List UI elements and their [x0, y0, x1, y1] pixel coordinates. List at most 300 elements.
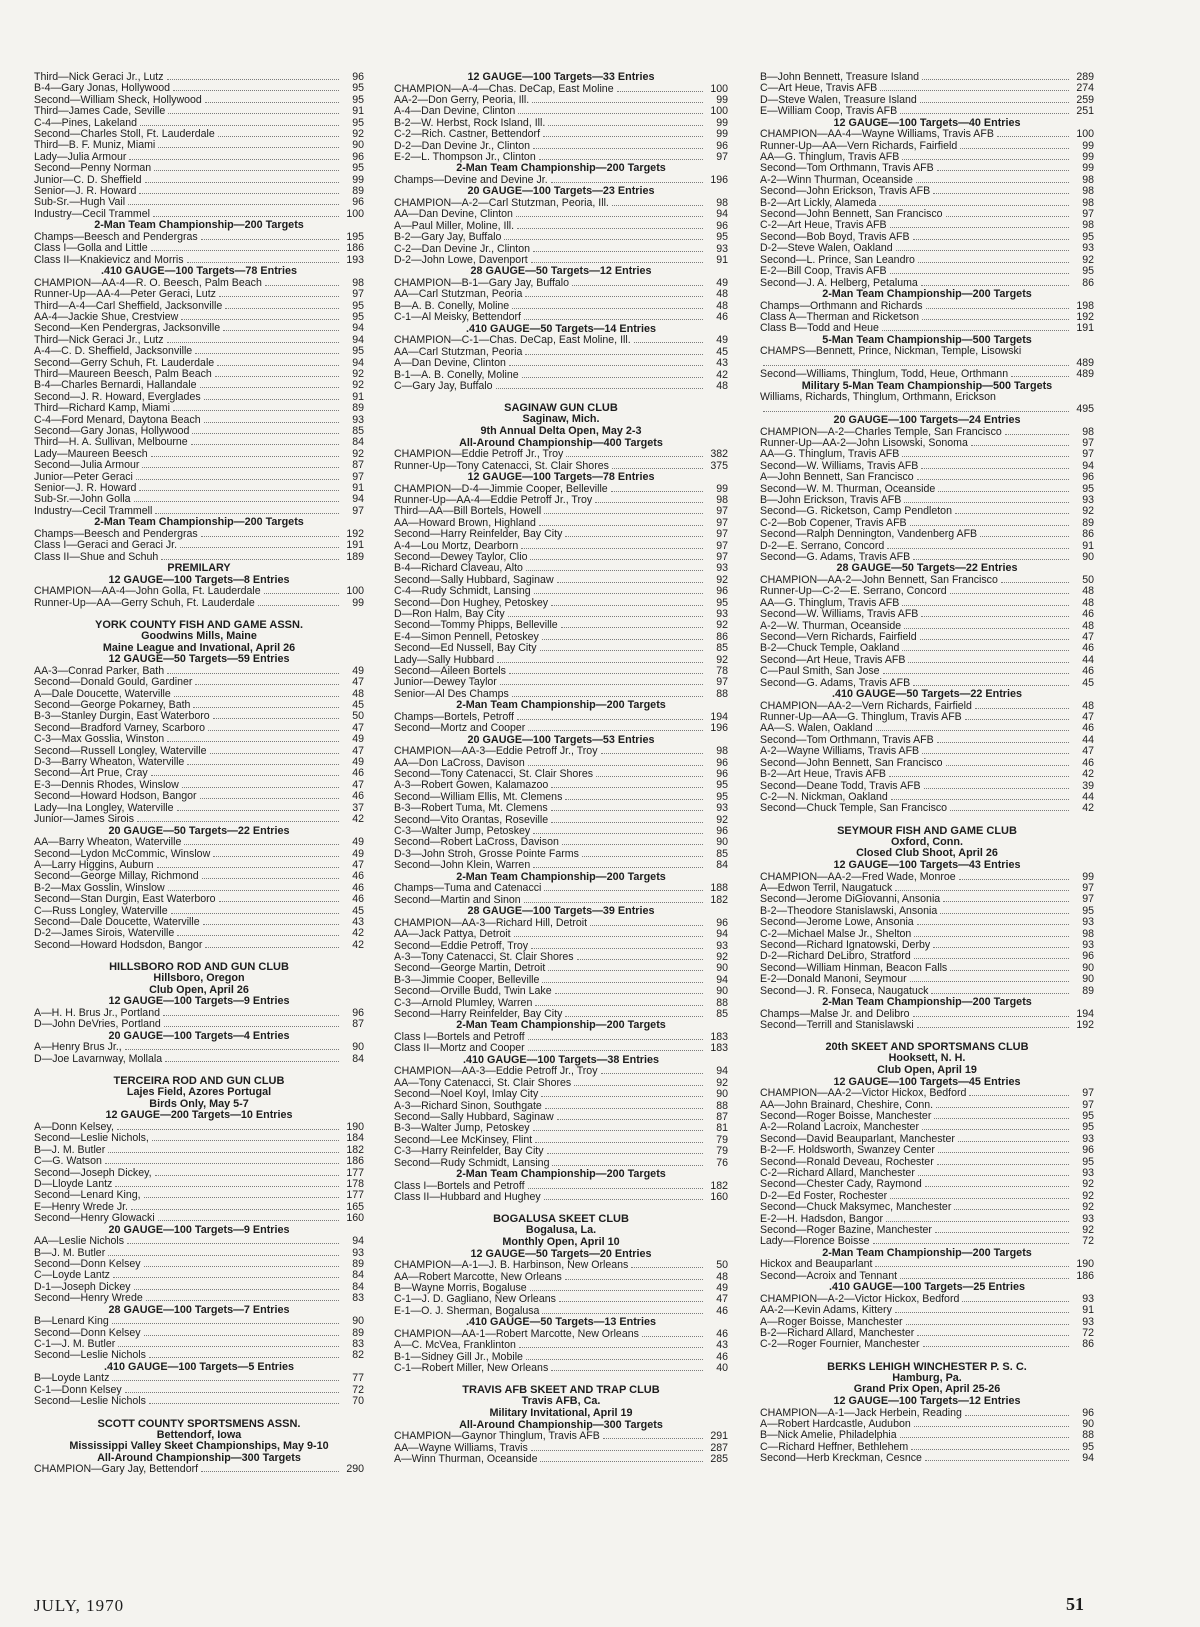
result-row — [34, 106, 364, 117]
result-row — [394, 803, 728, 814]
result-row — [760, 1179, 1094, 1190]
result-row — [34, 197, 364, 208]
dot-leader — [634, 342, 703, 343]
dot-leader — [937, 170, 1069, 171]
result-entrant: B—John Erickson, Travis AFB — [760, 494, 902, 506]
event-heading: 5-Man Team Championship—500 Targets — [822, 333, 1032, 346]
result-row — [34, 1339, 364, 1350]
result-row — [760, 598, 1094, 609]
result-entrant: Champs—Bortels, Petroff — [394, 711, 514, 723]
dot-leader — [149, 1357, 339, 1358]
club-title: TERCEIRA ROD AND GUN CLUB — [113, 1075, 285, 1088]
result-row — [760, 1168, 1094, 1179]
result-score: 97 — [716, 540, 728, 552]
result-entrant: Second—Sally Hubbard, Saginaw — [394, 1111, 554, 1123]
result-score: 47 — [352, 745, 364, 757]
result-row — [760, 472, 1094, 483]
result-score: 91 — [352, 483, 364, 494]
result-entrant: C—G. Watson — [34, 1156, 102, 1168]
result-entrant: CHAMPION—A-4—Chas. DeCap, East Moline — [394, 83, 614, 95]
result-row — [394, 1089, 728, 1100]
dot-leader — [902, 650, 1069, 651]
result-entrant: Senior—J. R. Howard — [34, 186, 137, 198]
dot-leader — [139, 490, 339, 491]
result-entrant: Lady—Julia Armour — [34, 151, 127, 163]
result-entrant: AA—Barry Wheaton, Waterville — [34, 837, 182, 849]
result-entrant: A—Larry Higgins, Auburn — [34, 859, 154, 871]
result-entrant: A-3—Richard Sinon, Southgate — [394, 1100, 542, 1112]
result-entrant: B-4—Richard Claveau, Alto — [394, 563, 523, 575]
result-entrant: Second—Deane Todd, Travis AFB — [760, 780, 921, 792]
dot-leader — [517, 228, 703, 229]
dot-leader — [918, 262, 1069, 263]
result-row — [760, 758, 1094, 769]
event-heading: Travis AFB, Ca. — [521, 1395, 601, 1408]
event-heading: 12 GAUGE—50 Targets—20 Entries — [470, 1247, 652, 1260]
dot-leader — [127, 1243, 339, 1244]
result-entrant: B—John Bennett, Treasure Island — [760, 72, 919, 83]
result-row — [760, 906, 1094, 917]
result-score: 39 — [1082, 780, 1094, 792]
result-entrant: A-2—Wayne Williams, Travis AFB — [760, 746, 920, 758]
dot-leader — [611, 491, 703, 492]
dot-leader — [525, 354, 703, 355]
result-entrant: Class II—Mortz and Cooper — [394, 1043, 525, 1055]
dot-leader — [875, 1266, 1069, 1267]
result-score: 93 — [1082, 939, 1094, 951]
result-score: 95 — [1082, 483, 1094, 495]
result-entrant: Third—Nick Geraci Jr., Lutz — [34, 334, 164, 346]
result-entrant: D-2—James Sirois, Waterville — [34, 928, 175, 940]
result-score: 92 — [716, 620, 728, 632]
result-score: 99 — [1082, 152, 1094, 164]
result-score: 88 — [1082, 1430, 1094, 1442]
result-row — [34, 780, 364, 791]
result-entrant: A—H. H. Brus Jr., Portland — [34, 1007, 160, 1019]
result-row — [34, 494, 364, 505]
dot-leader — [202, 878, 339, 879]
result-entrant: Second—Howard Hodson, Bangor — [34, 791, 197, 803]
result-entrant: Second—Dale Doucette, Waterville — [34, 916, 200, 928]
result-entrant: CHAMPION—AA-3—Eddie Petroff Jr., Troy — [394, 1066, 598, 1078]
result-row — [760, 1122, 1094, 1133]
dot-leader — [544, 890, 703, 891]
event-heading: 2-Man Team Championship—200 Targets — [456, 162, 666, 175]
result-score: 47 — [1082, 632, 1094, 644]
dot-leader — [551, 810, 703, 811]
dot-leader — [205, 947, 339, 948]
result-score: 98 — [352, 277, 364, 289]
result-score: 48 — [716, 289, 728, 301]
result-row — [394, 221, 728, 232]
result-row — [394, 1101, 728, 1112]
result-score: 93 — [352, 1247, 364, 1259]
result-score: 160 — [346, 1213, 364, 1225]
result-entrant: B-4—Gary Jonas, Hollywood — [34, 83, 171, 95]
result-score: 83 — [352, 1293, 364, 1305]
dot-leader — [596, 776, 703, 777]
result-score: 47 — [352, 859, 364, 871]
result-row — [760, 186, 1094, 197]
result-row — [34, 426, 364, 437]
dot-leader — [958, 1141, 1069, 1142]
result-score: 98 — [1082, 220, 1094, 232]
result-entrant: D-3—Barry Wheaton, Waterville — [34, 757, 185, 769]
result-score: 100 — [346, 586, 364, 598]
result-entrant: E-2—Donald Manoni, Seymour — [760, 974, 907, 986]
dot-leader — [980, 536, 1069, 537]
result-score: 177 — [346, 1167, 364, 1179]
result-score: 495 — [1076, 403, 1094, 415]
result-row — [34, 83, 364, 94]
result-score: 96 — [1082, 951, 1094, 963]
result-score: 186 — [346, 243, 364, 255]
result-score: 100 — [1076, 129, 1094, 141]
result-row — [394, 883, 728, 894]
result-score: 274 — [1076, 83, 1094, 95]
dot-leader — [525, 296, 703, 297]
result-row — [394, 347, 728, 358]
result-entrant: C-2—Roger Fournier, Manchester — [760, 1339, 920, 1351]
result-row — [394, 529, 728, 540]
dot-leader — [140, 125, 339, 126]
result-entrant: Second—Art Heue, Travis AFB — [760, 654, 906, 666]
dot-leader — [163, 1015, 339, 1016]
result-entrant: Junior—C. D. Sheffield — [34, 174, 142, 186]
result-entrant: Second—Julia Armour — [34, 460, 140, 472]
result-entrant: C-3—Arnold Plumley, Warren — [394, 997, 533, 1009]
event-heading: Monthly Open, April 10 — [502, 1236, 620, 1248]
dot-leader — [879, 205, 1069, 206]
result-row — [760, 929, 1094, 940]
club-title: BERKS LEHIGH WINCHESTER P. S. C. — [827, 1360, 1027, 1373]
result-score: 97 — [1082, 437, 1094, 449]
event-heading: 2-Man Team Championship—200 Targets — [94, 219, 304, 232]
result-score: 49 — [352, 665, 364, 677]
result-score: 93 — [716, 608, 728, 620]
result-score: 96 — [716, 757, 728, 769]
result-row — [760, 963, 1094, 974]
event-heading: 12 GAUGE—100 Targets—33 Entries — [467, 71, 655, 83]
result-row — [760, 1157, 1094, 1168]
result-row — [760, 484, 1094, 495]
result-score: 89 — [352, 186, 364, 198]
result-entrant: AA—John Brainard, Cheshire, Conn. — [760, 1099, 934, 1111]
result-entrant: B-2—Richard Allard, Manchester — [760, 1328, 915, 1340]
result-score: 160 — [710, 1192, 728, 1203]
dot-leader — [917, 924, 1069, 925]
result-score: 98 — [716, 746, 728, 758]
dot-leader — [200, 387, 339, 388]
dot-leader — [152, 1140, 339, 1141]
dot-leader — [548, 970, 703, 971]
result-score: 90 — [1082, 1419, 1094, 1431]
dot-leader — [895, 890, 1069, 891]
result-row — [34, 289, 364, 300]
result-row — [34, 860, 364, 871]
result-row — [34, 1259, 364, 1270]
dot-leader — [566, 456, 703, 457]
result-score: 48 — [1082, 620, 1094, 632]
result-row — [394, 1329, 728, 1340]
dot-leader — [213, 718, 339, 719]
result-row — [394, 677, 728, 688]
result-entrant: Third—A-4—Carl Sheffield, Jacksonville — [34, 300, 223, 312]
result-row — [394, 929, 728, 940]
result-row — [760, 152, 1094, 163]
result-row — [34, 1236, 364, 1247]
dot-leader — [174, 696, 339, 697]
result-entrant: Second—Howard Hodsdon, Bangor — [34, 939, 203, 951]
result-score: 47 — [1082, 712, 1094, 724]
dot-leader — [181, 319, 339, 320]
dot-leader — [946, 216, 1069, 217]
result-score: 100 — [710, 83, 728, 95]
result-row — [394, 129, 728, 140]
result-entrant: C-2—Dan Devine Jr., Clinton — [394, 243, 531, 255]
result-entrant: Second—George Pokarney, Bath — [34, 700, 191, 712]
dot-leader — [533, 833, 703, 834]
dot-leader — [134, 1289, 339, 1290]
dot-leader — [187, 262, 339, 263]
result-score: 189 — [346, 551, 364, 563]
result-entrant: Second—J. R. Howard, Everglades — [34, 391, 201, 403]
dot-leader — [161, 559, 339, 560]
result-score: 183 — [710, 1031, 728, 1043]
result-score: 93 — [716, 563, 728, 575]
result-score: 188 — [710, 883, 728, 895]
result-entrant: C-3—Harry Reinfelder, Bay City — [394, 1146, 544, 1158]
result-row — [760, 1145, 1094, 1156]
result-row — [394, 963, 728, 974]
result-score: 489 — [1076, 357, 1094, 369]
result-score: 46 — [1082, 757, 1094, 769]
dot-leader — [528, 730, 703, 731]
dot-leader — [574, 1085, 703, 1086]
result-row — [394, 609, 728, 620]
result-entrant: AA—Jack Pattya, Detroit — [394, 929, 511, 941]
dot-leader — [533, 251, 703, 252]
result-entrant: Runner-Up—AA—Gerry Schuh, Ft. Lauderdale — [34, 597, 255, 609]
result-score: 92 — [716, 654, 728, 666]
result-row — [394, 1146, 728, 1157]
dot-leader — [215, 376, 339, 377]
result-score: 49 — [352, 757, 364, 769]
result-score: 44 — [1082, 654, 1094, 666]
result-row — [760, 723, 1094, 734]
result-row — [34, 677, 364, 688]
event-heading: 2-Man Team Championship—200 Targets — [822, 995, 1032, 1008]
result-entrant: B-2—Theodore Stanislawski, Ansonia — [760, 905, 938, 917]
result-entrant: Second—John Bennett, San Francisco — [760, 757, 943, 769]
result-row — [34, 415, 364, 426]
result-entrant: B—Lenard King — [34, 1316, 109, 1328]
result-score: 84 — [352, 1281, 364, 1293]
dot-leader — [902, 159, 1069, 160]
result-row — [34, 917, 364, 928]
result-entrant: A—Paul Miller, Moline, Ill. — [394, 220, 515, 232]
result-entrant: AA—Leslie Nichols — [34, 1236, 125, 1248]
dot-leader — [913, 239, 1069, 240]
result-score: 99 — [1082, 871, 1094, 883]
dot-leader — [134, 501, 339, 502]
dot-leader — [219, 901, 339, 902]
result-entrant: Second—George Martin, Detroit — [394, 963, 546, 975]
result-entrant: Second—Bob Boyd, Travis AFB — [760, 231, 910, 243]
result-row — [394, 198, 728, 209]
dot-leader — [177, 935, 339, 936]
result-score: 96 — [352, 197, 364, 209]
result-entrant: C—Loyde Lantz — [34, 1270, 110, 1282]
result-score: 290 — [346, 1464, 364, 1476]
dot-leader — [922, 753, 1069, 754]
dot-leader — [913, 685, 1069, 686]
result-row — [34, 814, 364, 825]
result-entrant: C-3—Walter Jump, Petoskey — [394, 826, 531, 838]
result-row — [760, 1419, 1094, 1430]
result-row — [34, 483, 364, 494]
result-row — [760, 701, 1094, 712]
result-score: 97 — [1082, 1099, 1094, 1111]
result-row — [34, 1396, 364, 1407]
event-heading: .410 GAUGE—50 Targets—22 Entries — [831, 688, 1023, 701]
result-score: 92 — [1082, 254, 1094, 266]
result-entrant: Lady—Sally Hubbard — [394, 654, 495, 666]
result-entrant: D—Lloyde Lantz — [34, 1178, 113, 1190]
dot-leader — [959, 879, 1069, 880]
result-score: 84 — [716, 860, 728, 872]
result-row — [34, 1054, 364, 1065]
dot-leader — [533, 1130, 703, 1131]
result-entrant: Second—Donald Gould, Gardiner — [34, 677, 193, 689]
dot-leader — [208, 730, 339, 731]
dot-leader — [873, 1243, 1069, 1244]
dot-leader — [548, 125, 703, 126]
result-score: 182 — [346, 1144, 364, 1156]
result-score: 99 — [1082, 140, 1094, 152]
result-entrant: Second—Henry Glowacki — [34, 1213, 155, 1225]
result-entrant: Second—Stan Durgin, East Waterboro — [34, 894, 216, 906]
result-entrant: CHAMPION—AA-2—Vern Richards, Fairfield — [760, 700, 972, 712]
result-entrant: A-3—Tony Catenacci, St. Clair Shores — [394, 951, 574, 963]
result-entrant: C-2—Bob Copener, Travis AFB — [760, 517, 907, 529]
result-row — [34, 437, 364, 448]
dot-leader — [535, 1005, 703, 1006]
event-heading: .410 GAUGE—100 Targets—78 Entries — [100, 265, 298, 278]
result-score: 96 — [352, 1007, 364, 1019]
result-entrant: Class I—Bortels and Petroff — [394, 1180, 525, 1192]
result-score: 96 — [1082, 1145, 1094, 1157]
result-entrant: Second—J. A. Helberg, Petaluma — [760, 277, 918, 289]
event-heading: All-Around Championship—300 Targets — [459, 1418, 663, 1431]
result-entrant: Second—G. Adams, Travis AFB — [760, 677, 911, 689]
result-entrant: Runner-Up—AA—Vern Richards, Fairfield — [760, 140, 958, 152]
dot-leader — [562, 844, 703, 845]
event-heading: .410 GAUGE—50 Targets—13 Entries — [465, 1316, 657, 1329]
dot-leader — [913, 559, 1069, 560]
club-title: SCOTT COUNTY SPORTSMENS ASSN. — [97, 1417, 301, 1430]
result-score: 95 — [1082, 1110, 1094, 1122]
result-score: 46 — [352, 882, 364, 894]
result-score: 190 — [1076, 1259, 1094, 1271]
dot-leader — [900, 1437, 1069, 1438]
dot-leader — [541, 1096, 703, 1097]
result-score: 194 — [710, 711, 728, 723]
dot-leader — [125, 1392, 339, 1393]
result-score: 88 — [716, 1100, 728, 1112]
result-score: 97 — [352, 289, 364, 301]
result-score: 47 — [352, 779, 364, 791]
result-row — [760, 894, 1094, 905]
result-entrant: Second—Roger Bazine, Manchester — [760, 1225, 932, 1237]
result-entrant: Champs—Beesch and Pendergras — [34, 528, 198, 540]
dot-leader — [545, 1108, 703, 1109]
event-heading: 28 GAUGE—100 Targets—39 Entries — [467, 905, 655, 918]
result-score: 81 — [716, 1123, 728, 1135]
result-entrant: Champs—Beesch and Pendergras — [34, 231, 198, 243]
event-heading: Hillsboro, Oregon — [153, 972, 245, 985]
dot-leader — [145, 182, 339, 183]
result-row — [394, 1123, 728, 1134]
issue-date: JULY, 1970 — [34, 1596, 125, 1615]
result-score: 99 — [716, 117, 728, 129]
result-row — [394, 312, 728, 323]
dot-leader — [603, 1438, 703, 1439]
dot-leader — [108, 1255, 339, 1256]
dot-leader — [154, 170, 339, 171]
dot-leader — [184, 844, 339, 845]
result-score: 70 — [352, 1396, 364, 1408]
result-entrant: AA—Dan Devine, Clinton — [394, 209, 513, 221]
result-row — [34, 403, 364, 414]
dot-leader — [922, 319, 1069, 320]
event-heading: Closed Club Shoot, April 26 — [856, 847, 998, 860]
dot-leader — [213, 856, 339, 857]
dot-leader — [890, 273, 1069, 274]
result-entrant: Second—G. Ricketson, Camp Pendleton — [760, 506, 952, 518]
dot-leader — [913, 1016, 1069, 1017]
result-entrant: Junior—Dewey Taylor — [394, 677, 497, 689]
result-row — [34, 278, 364, 289]
result-score: 46 — [352, 871, 364, 883]
result-row — [760, 358, 1094, 369]
event-heading: Birds Only, May 5-7 — [149, 1097, 249, 1110]
dot-leader — [886, 1221, 1069, 1222]
result-score: 46 — [716, 1351, 728, 1363]
result-score: 85 — [716, 1008, 728, 1020]
result-score: 83 — [352, 1339, 364, 1351]
result-entrant: Champs—Devine and Devine Jr. — [394, 175, 548, 187]
dot-leader — [264, 593, 339, 594]
result-score: 90 — [716, 837, 728, 849]
result-entrant: Second—Chuck Temple, San Francisco — [760, 803, 948, 815]
result-row — [34, 1190, 364, 1201]
result-entrant: Second—John Erickson, Travis AFB — [760, 186, 931, 198]
result-score: 98 — [1082, 928, 1094, 940]
result-entrant: Second—Leslie Nichols — [34, 1396, 146, 1408]
result-score: 92 — [716, 574, 728, 586]
dot-leader — [151, 250, 339, 251]
dot-leader — [926, 308, 1069, 309]
result-score: 382 — [710, 449, 728, 461]
result-row — [394, 106, 728, 117]
result-score: 89 — [1082, 517, 1094, 529]
result-row — [394, 723, 728, 734]
dot-leader — [934, 1118, 1069, 1119]
result-score: 98 — [1082, 186, 1094, 198]
result-entrant: Second—Orville Budd, Twin Lake — [394, 986, 552, 998]
result-row — [34, 1168, 364, 1179]
